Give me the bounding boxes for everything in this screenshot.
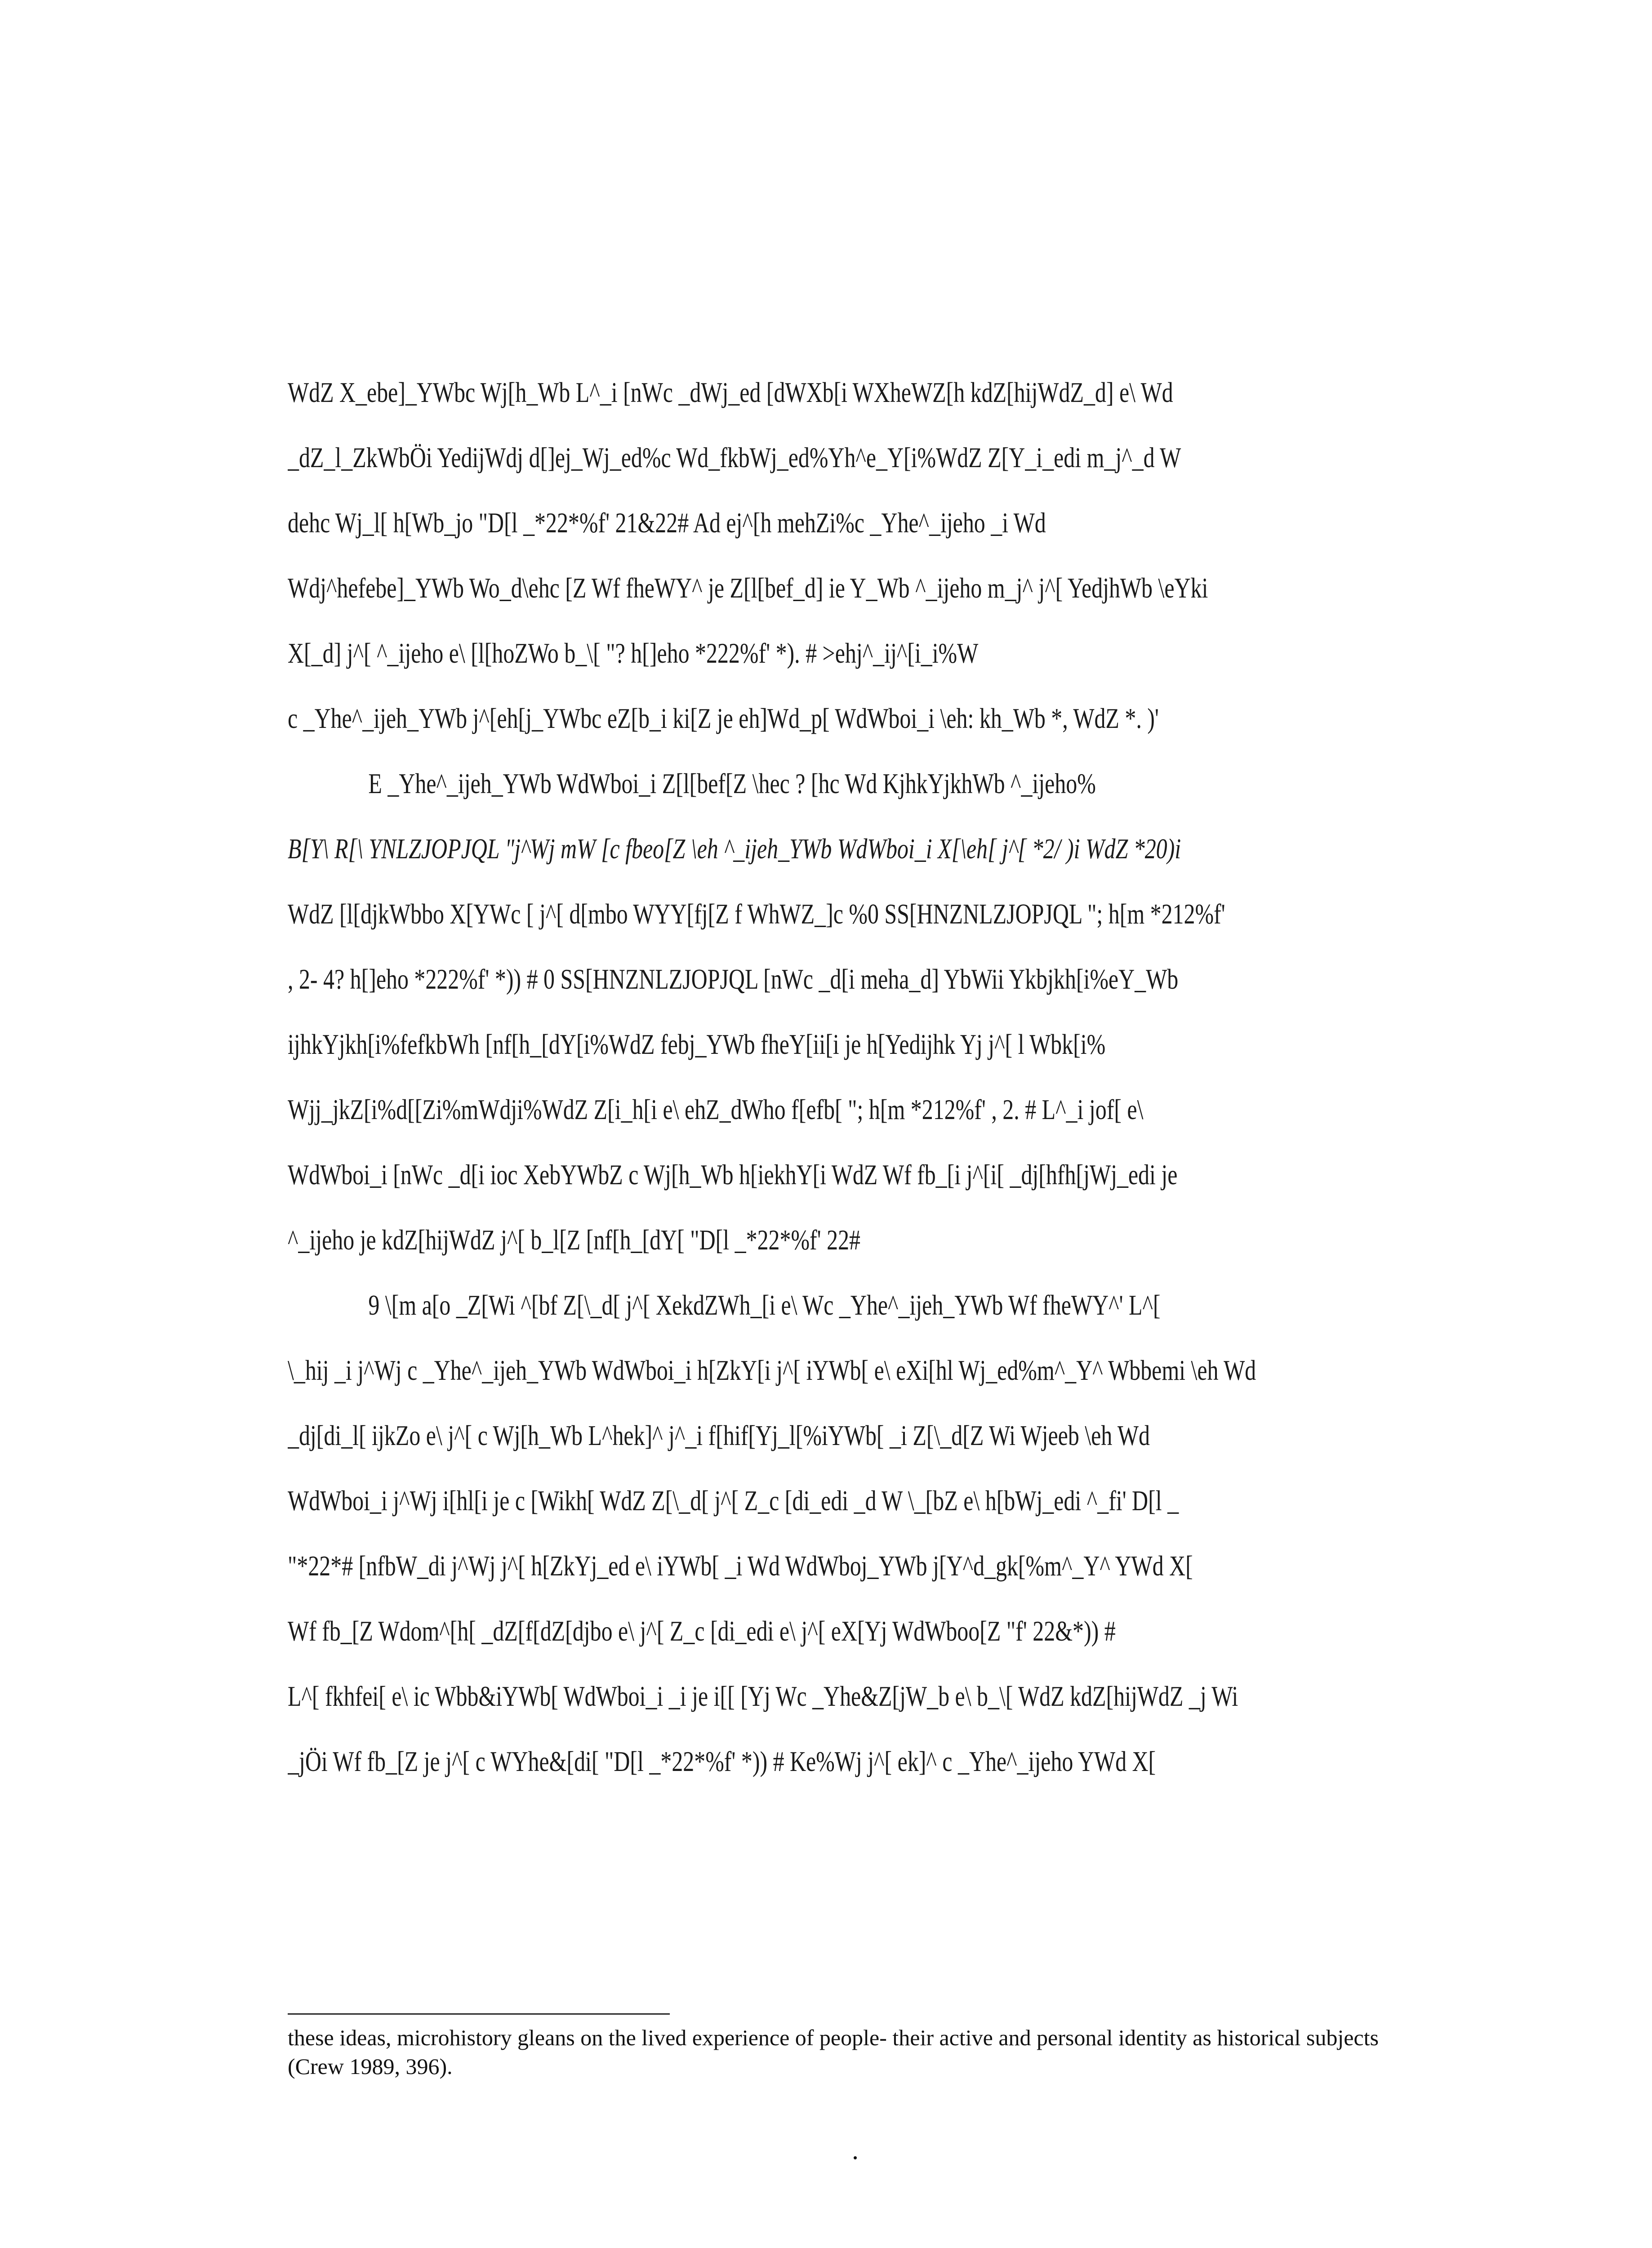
text-line: L^[ fkhfei[ e\ ic Wbb&iYWb[ WdWboi_i _i je i[[ [Yj Wc _Yhe&Z[jW_b e\ b_\[ WdZ kdZ[hijWdZ _j Wi	[288, 1680, 1238, 1712]
text-line: _dZ_l_ZkWbÖi YedijWdj d[]ej_Wj_ed%c Wd_fkbWj_ed%Yh^e_Y[i%WdZ Z[Y_i_edi m_j^_d W	[288, 442, 1181, 473]
text-line: Wjj_jkZ[i%d[[Zi%mWdji%WdZ Z[i_h[i e\ ehZ_dWho f[efb[ "; h[m *212%f' , 2. # L^_i jof[ e\	[288, 1093, 1144, 1125]
text-line: c _Yhe^_ijeh_YWb j^[eh[j_YWbc eZ[b_i ki[Z je eh]Wd_p[ WdWboi_i \eh: kh_Wb *, WdZ *. )'	[288, 702, 1159, 734]
text-line: Wdj^hefebe]_YWb Wo_d\ehc [Z Wf fheWY^ je Z[l[bef_d] ie Y_Wb ^_ijeho m_j^ j^[ YedjhWb \eYki	[288, 572, 1208, 604]
text-line: dehc Wj_l[ h[Wb_jo "D[l _*22*%f' 21&22# Ad ej^[h mehZi%c _Yhe^_ijeho _i Wd	[288, 507, 1046, 539]
text-line: WdZ [l[djkWbbo X[YWc [ j^[ d[mbo WYY[fj[Z f WhWZ_]c %0 SS[HNZNLZJOPJQL "; h[m *212%f'	[288, 898, 1225, 930]
text-line: B[Y\ R[\ YNLZJOPJQL "j^Wj mW [c fbeo[Z \eh ^_ijeh_YWb WdWboi_i X[\eh[ j^[ *2/ )i WdZ *20)i	[288, 833, 1181, 865]
text-line: Wf fb_[Z Wdom^[h[ _dZ[f[dZ[djbo e\ j^[ Z_c [di_edi e\ j^[ eX[Yj WdWboo[Z "f' 22&*)) #	[288, 1615, 1116, 1647]
text-line: WdZ X_ebe]_YWbc Wj[h_Wb L^_i [nWc _dWj_ed [dWXb[i WXheWZ[h kdZ[hijWdZ_d] e\ Wd	[288, 376, 1173, 408]
text-line: _jÖi Wf fb_[Z je j^[ c WYhe&[di[ "D[l _*22*%f' *)) # Ke%Wj j^[ ek]^ c _Yhe^_ijeho YWd X[	[288, 1745, 1156, 1777]
text-line: 9 \[m a[o _Z[Wi ^[bf Z[\_d[ j^[ XekdZWh_[i e\ Wc _Yhe^_ijeh_YWb Wf fheWY^' L^[	[368, 1289, 1161, 1321]
text-line: \_hij _i j^Wj c _Yhe^_ijeh_YWb WdWboi_i h[ZkY[i j^[ iYWb[ e\ eXi[hl Wj_ed%m^_Y^ Wbbemi \eh Wd	[288, 1354, 1256, 1386]
text-line: E _Yhe^_ijeh_YWb WdWboi_i Z[l[bef[Z \hec ? [hc Wd KjhkYjkhWb ^_ijeho%	[368, 767, 1096, 799]
text-line: ijhkYjkh[i%fefkbWh [nf[h_[dY[i%WdZ febj_YWb fheY[ii[i je h[Yedijhk Yj j^[ l Wbk[i%	[288, 1028, 1106, 1060]
text-line: WdWboi_i j^Wj i[hl[i je c [Wikh[ WdZ Z[\_d[ j^[ Z_c [di_edi _d W \_[bZ e\ h[bWj_edi ^_fi' D[l _	[288, 1485, 1179, 1517]
text-line: , 2- 4? h[]eho *222%f' *)) # 0 SS[HNZNLZJOPJQL [nWc _d[i meha_d] YbWii Ykbjkh[i%eY_Wb	[288, 963, 1179, 995]
footnote-divider	[288, 2013, 670, 2015]
body-text	[288, 360, 1403, 1794]
footnote: these ideas, microhistory gleans on the lived experience of people- their active and personal identity as historical subjects (Crew 1989, 396).	[288, 2025, 1379, 2079]
text-line: "*22*# [nfbW_di j^Wj j^[ h[ZkYj_ed e\ iYWb[ _i Wd WdWboj_YWb j[Y^d_gk[%m^_Y^ YWd X[	[288, 1550, 1193, 1582]
text-line: X[_d] j^[ ^_ijeho e\ [l[hoZWo b_\[ "? h[]eho *222%f' *). # >ehj^_ij^[i_i%W	[288, 637, 979, 669]
page-number: .	[852, 2135, 859, 2165]
text-line: _dj[di_l[ ijkZo e\ j^[ c Wj[h_Wb L^hek]^ j^_i f[hif[Yj_l[%iYWb[ _i Z[\_d[Z Wi Wjeeb \eh Wd	[288, 1419, 1150, 1451]
text-line: ^_ijeho je kdZ[hijWdZ j^[ b_l[Z [nf[h_[dY[ "D[l _*22*%f' 22#	[288, 1224, 861, 1256]
text-line: WdWboi_i [nWc _d[i ioc XebYWbZ c Wj[h_Wb h[iekhY[i WdZ Wf fb_[i j^[i[ _dj[hfh[jWj_edi je	[288, 1159, 1178, 1191]
